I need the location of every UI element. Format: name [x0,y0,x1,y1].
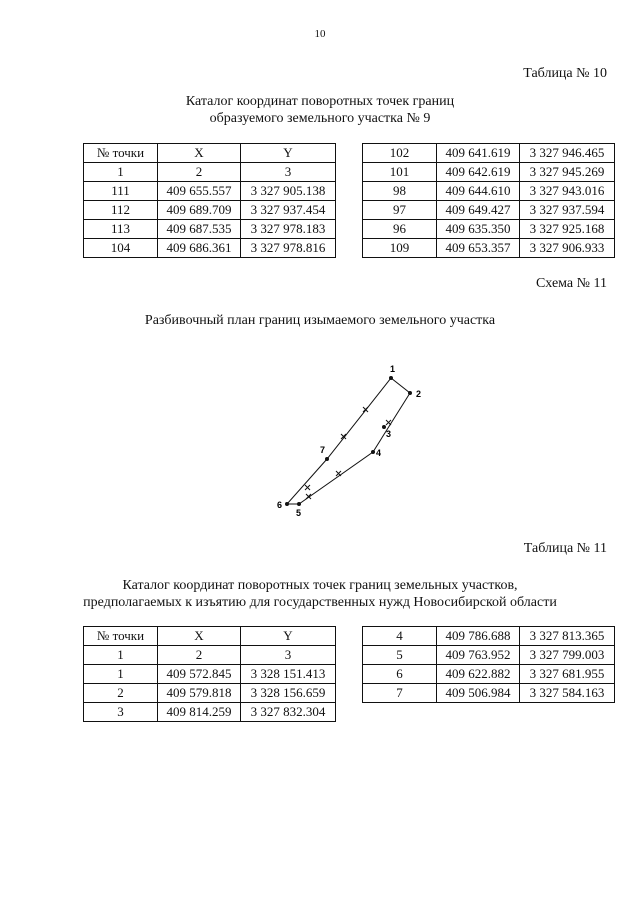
cell-x: 409 644.610 [437,182,520,201]
cell-y: 3 327 937.454 [241,201,336,220]
point-marker-2 [408,391,412,395]
table-row [84,665,336,684]
table10-title-line2: образуемого земельного участка № 9 [209,111,431,126]
cell-y: 3 327 945.269 [520,163,615,182]
cell-y: 3 327 584.163 [520,684,615,703]
col-header-y: Y [241,144,336,163]
point-label-1: 1 [390,364,396,374]
cell-point: 113 [84,220,158,239]
cell-y: 3 327 799.003 [520,646,615,665]
table-row [363,646,615,665]
point-label-7: 7 [320,445,326,455]
cell-y: 3 327 978.183 [241,220,336,239]
page-number: 10 [314,28,326,40]
cell-point: 96 [363,220,437,239]
cell-y: 3 327 906.933 [520,239,615,258]
point-marker-6 [285,502,289,506]
cell-y: 3 327 978.816 [241,239,336,258]
cell-y: 3 327 937.594 [520,201,615,220]
col-header-y: Y [241,627,336,646]
table-row [363,665,615,684]
cell-point: 97 [363,201,437,220]
cell-point: 5 [363,646,437,665]
table11-label: Таблица № 11 [523,541,607,556]
col-number: 3 [241,163,336,182]
table-row [84,684,336,703]
table11-title-line1: Каталог координат поворотных точек границ земельных участков, [122,578,518,593]
cell-y: 3 327 946.465 [520,144,615,163]
cell-x: 409 655.557 [158,182,241,201]
cell-y: 3 327 905.138 [241,182,336,201]
cell-x: 409 686.361 [158,239,241,258]
col-header-x: X [158,144,241,163]
table11-title-line2: предполагаемых к изъятию для государственных нужд Новосибирской области [83,595,557,610]
cell-x: 409 786.688 [437,627,520,646]
cell-x: 409 635.350 [437,220,520,239]
table11-title [0,577,640,611]
cell-x: 409 687.535 [158,220,241,239]
cell-y: 3 328 151.413 [241,665,336,684]
cell-point: 112 [84,201,158,220]
table-header-row [84,627,336,646]
point-label-3: 3 [386,429,392,439]
cell-point: 102 [363,144,437,163]
cell-point: 104 [84,239,158,258]
cell-x: 409 572.845 [158,665,241,684]
cell-point: 4 [363,627,437,646]
cell-x: 409 653.357 [437,239,520,258]
cell-point: 109 [363,239,437,258]
cell-x: 409 506.984 [437,684,520,703]
cell-point: 111 [84,182,158,201]
cell-y: 3 327 832.304 [241,703,336,722]
scheme11-title: Разбивочный план границ изымаемого земельного участка [144,313,496,328]
col-number: 1 [84,646,158,665]
point-marker-5 [297,502,301,506]
cell-x: 409 814.259 [158,703,241,722]
cell-y: 3 327 943.016 [520,182,615,201]
cell-y: 3 327 925.168 [520,220,615,239]
cell-y: 3 328 156.659 [241,684,336,703]
cell-x: 409 579.818 [158,684,241,703]
table11-right [362,626,615,703]
point-label-2: 2 [416,389,422,399]
table11-left [83,626,336,722]
table10-label: Таблица № 10 [523,66,607,81]
col-number: 2 [158,646,241,665]
point-marker-1 [389,376,393,380]
cell-point: 7 [363,684,437,703]
cell-point: 3 [84,703,158,722]
cell-x: 409 649.427 [437,201,520,220]
col-number: 2 [158,163,241,182]
point-label-6: 6 [277,500,283,510]
cell-x: 409 642.619 [437,163,520,182]
cell-y: 3 327 813.365 [520,627,615,646]
point-label-5: 5 [296,508,302,518]
table-row [363,627,615,646]
cell-x: 409 641.619 [437,144,520,163]
point-label-4: 4 [376,448,382,458]
cell-point: 98 [363,182,437,201]
cell-point: 6 [363,665,437,684]
table-colnum-row [84,646,336,665]
cell-y: 3 327 681.955 [520,665,615,684]
cell-x: 409 763.952 [437,646,520,665]
col-number: 1 [84,163,158,182]
table10-title-line1: Каталог координат поворотных точек границ [185,94,455,109]
col-header-point: № точки [84,144,158,163]
col-header-point: № точки [84,627,158,646]
scheme11-label: Схема № 11 [535,276,607,291]
col-header-x: X [158,627,241,646]
point-marker-7 [325,457,329,461]
cell-x: 409 689.709 [158,201,241,220]
cell-point: 1 [84,665,158,684]
table-row [363,684,615,703]
cell-point: 2 [84,684,158,703]
point-marker-4 [371,450,375,454]
table-row [84,703,336,722]
col-number: 3 [241,646,336,665]
cell-x: 409 622.882 [437,665,520,684]
cell-point: 101 [363,163,437,182]
